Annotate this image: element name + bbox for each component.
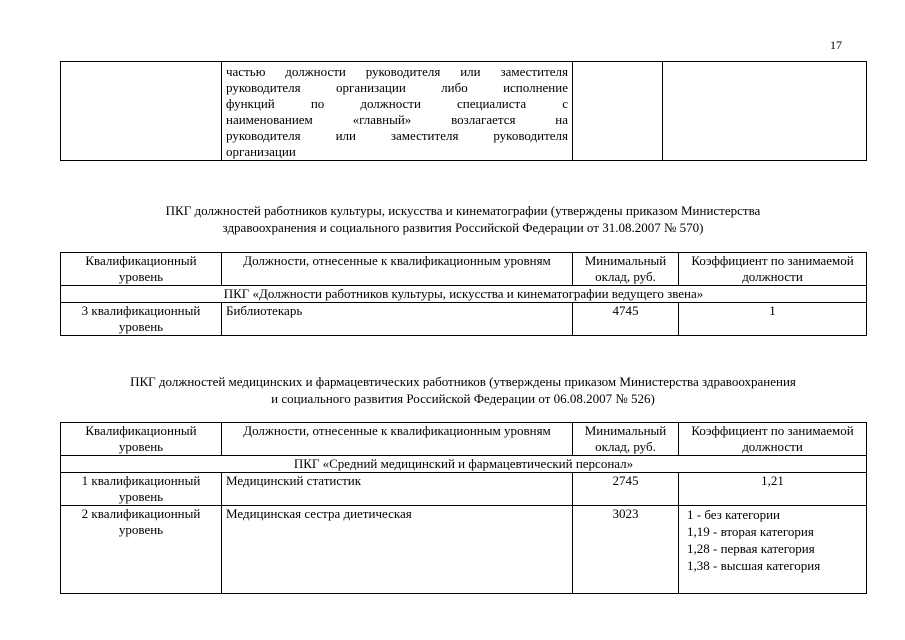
coefficient-item: 1,19 - вторая категория	[687, 524, 814, 539]
text-line: наименованием «главный» возлагается на	[226, 112, 568, 127]
header-coefficient: Коэффициент по занимаемой должности	[679, 253, 867, 286]
table-row	[61, 473, 867, 506]
coefficient-cell	[679, 506, 867, 594]
level-cell: 2 квалификационный уровень	[61, 506, 222, 594]
text-line: руководителя или заместителя руководителя	[226, 128, 568, 143]
text-line: организации	[226, 144, 296, 159]
header-level: Квалификационный уровень	[61, 423, 222, 456]
group-title: ПКГ «Должности работников культуры, искусства и кинематографии ведущего звена»	[61, 286, 867, 303]
header-row	[61, 253, 867, 286]
medical-table	[60, 422, 867, 594]
group-row	[61, 286, 867, 303]
coefficient-item: 1 - без категории	[687, 507, 781, 522]
header-positions: Должности, отнесенные к квалификационным уровням	[222, 253, 573, 286]
continuation-table	[60, 61, 867, 161]
salary-cell: 3023	[573, 506, 679, 594]
heading-line: ПКГ должностей работников культуры, искусства и кинематографии (утверждены приказом Министерства	[165, 203, 761, 218]
position-cell: Библиотекарь	[222, 303, 573, 336]
heading-line: и социального развития Российской Федерации от 06.08.2007 № 526)	[271, 391, 655, 406]
text-line: частью должности руководителя или заместителя	[226, 64, 568, 79]
page-number: 17	[830, 38, 842, 52]
level-cell: 1 квалификационный уровень	[61, 473, 222, 506]
coefficient-item: 1,38 - высшая категория	[687, 558, 821, 573]
salary-cell: 2745	[573, 473, 679, 506]
table-row	[61, 303, 867, 336]
salary-cell: 4745	[573, 303, 679, 336]
level-cell: 3 квалификационный уровень	[61, 303, 222, 336]
salary-cell	[573, 62, 663, 161]
level-cell	[61, 62, 222, 161]
coefficient-cell: 1	[679, 303, 867, 336]
header-positions: Должности, отнесенные к квалификационным уровням	[222, 423, 573, 456]
section-heading-medical	[60, 373, 866, 407]
header-row	[61, 423, 867, 456]
coefficient-item: 1,28 - первая категория	[687, 541, 815, 556]
table-row	[61, 506, 867, 594]
coefficient-cell	[663, 62, 867, 161]
position-cell	[222, 62, 573, 161]
header-coefficient: Коэффициент по занимаемой должности	[679, 423, 867, 456]
table-row	[61, 62, 867, 161]
header-salary: Минимальный оклад, руб.	[573, 253, 679, 286]
culture-table	[60, 252, 867, 336]
coefficient-cell: 1,21	[679, 473, 867, 506]
section-heading-culture	[60, 202, 866, 236]
position-cell: Медицинская сестра диетическая	[222, 506, 573, 594]
text-line: руководителя организации либо исполнение	[226, 80, 568, 95]
header-level: Квалификационный уровень	[61, 253, 222, 286]
heading-line: здравоохранения и социального развития Российской Федерации от 31.08.2007 № 570)	[222, 220, 704, 235]
group-row	[61, 456, 867, 473]
position-cell: Медицинский статистик	[222, 473, 573, 506]
group-title: ПКГ «Средний медицинский и фармацевтический персонал»	[61, 456, 867, 473]
heading-line: ПКГ должностей медицинских и фармацевтических работников (утверждены приказом Министерства здравоохранения	[130, 374, 796, 389]
header-salary: Минимальный оклад, руб.	[573, 423, 679, 456]
text-line: функций по должности специалиста с	[226, 96, 568, 111]
